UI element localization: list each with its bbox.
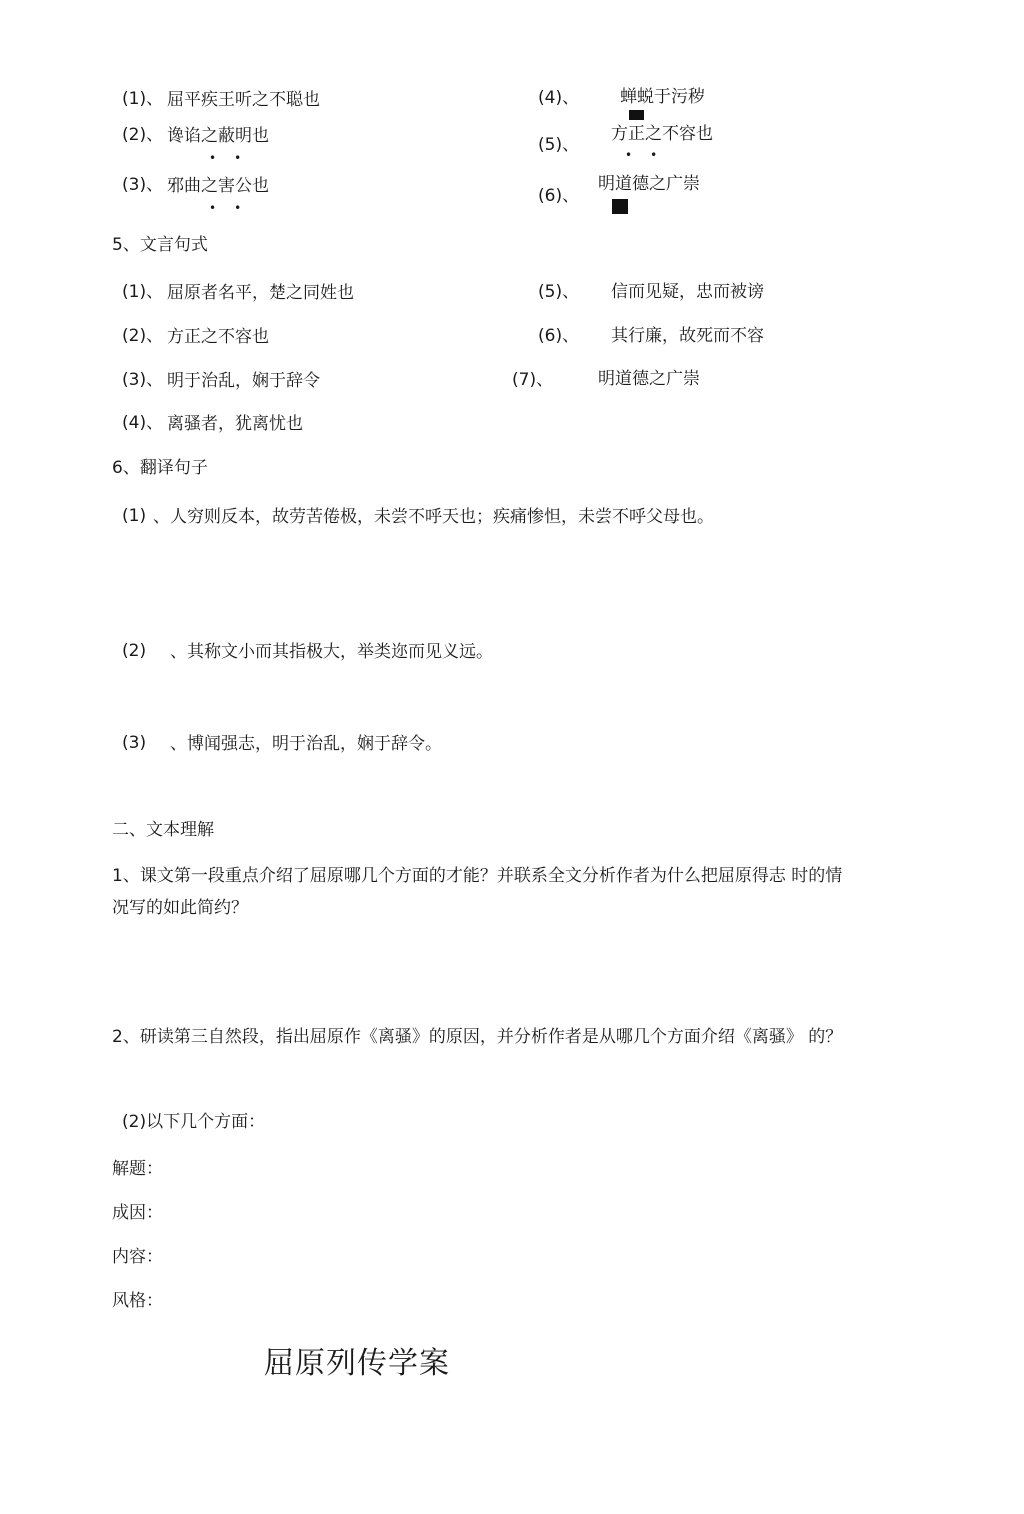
question-1-line-1: 1、课文第一段重点介绍了屈原哪几个方面的才能？并联系全文分析作者为什么把屈原得志 时的情 [112,866,843,886]
emphasis-dots: •• [209,201,260,215]
sub-heading: (2)以下几个方面： [122,1112,266,1132]
question-1-line-2: 况写的如此简约？ [112,898,248,918]
black-square-mark [612,199,628,214]
s4-item-5-text: 方正之不容也 [611,124,713,144]
s5-item-6-text: 其行廉，故死而不容 [611,326,764,346]
s4-item-1-text: 屈平疾王听之不聪也 [167,90,320,110]
s5-item-2-text: 方正之不容也 [167,327,269,347]
field-label-chengyin: 成因： [112,1203,163,1223]
s5-item-7-num: (7)、 [512,370,554,390]
s4-item-6-text: 明道德之广崇 [598,174,700,194]
emphasis-dots: •• [209,151,260,165]
black-square-mark [629,110,644,120]
s4-item-2-num: (2)、 [122,125,164,145]
s5-item-6-num: (6)、 [538,326,580,346]
s6-item-3-num: (3) [122,733,147,753]
field-label-fengge: 风格： [112,1291,163,1311]
section6-heading: 6、翻译句子 [112,458,208,478]
document-title: 屈原列传学案 [264,1346,450,1381]
s4-item-6-num: (6)、 [538,186,580,206]
s5-item-4-text: 离骚者，犹离忧也 [167,414,303,434]
question-2: 2、研读第三自然段，指出屈原作《离骚》的原因，并分析作者是从哪几个方面介绍《离骚》 的？ [112,1027,843,1047]
field-label-jieti: 解题： [112,1159,163,1179]
s6-item-2-num: (2) [122,641,147,661]
s4-item-2-text: 谗谄之蔽明也 [167,126,269,146]
s5-item-5-text: 信而见疑，忠而被谤 [611,282,764,302]
s4-item-5-num: (5)、 [538,135,580,155]
part2-heading: 二、文本理解 [112,820,214,840]
s4-item-4-num: (4)、 [538,88,580,108]
s5-item-2-num: (2)、 [122,326,164,346]
s5-item-5-num: (5)、 [538,282,580,302]
s6-item-1-num: (1) [122,506,147,526]
s4-item-3-text: 邪曲之害公也 [167,176,269,196]
s6-item-1-text: 、人穷则反本，故劳苦倦极，未尝不呼天也；疾痛惨怛，未尝不呼父母也。 [153,507,714,527]
field-label-neirong: 内容： [112,1247,163,1267]
s6-item-3-text: 、博闻强志，明于治乱，娴于辞令。 [170,734,442,754]
s4-item-1-num: (1)、 [122,89,164,109]
s5-item-3-text: 明于治乱，娴于辞令 [167,371,320,391]
s5-item-1-text: 屈原者名平，楚之同姓也 [167,283,354,303]
s5-item-4-num: (4)、 [122,413,164,433]
s4-item-3-num: (3)、 [122,175,164,195]
section5-heading: 5、文言句式 [112,235,208,255]
s6-item-2-text: 、其称文小而其指极大，举类迩而见义远。 [170,642,493,662]
s5-item-3-num: (3)、 [122,370,164,390]
s5-item-7-text: 明道德之广崇 [598,369,700,389]
s5-item-1-num: (1)、 [122,282,164,302]
s4-item-4-text: 蝉蜕于污秽 [620,87,705,107]
emphasis-dots: •• [625,148,676,162]
